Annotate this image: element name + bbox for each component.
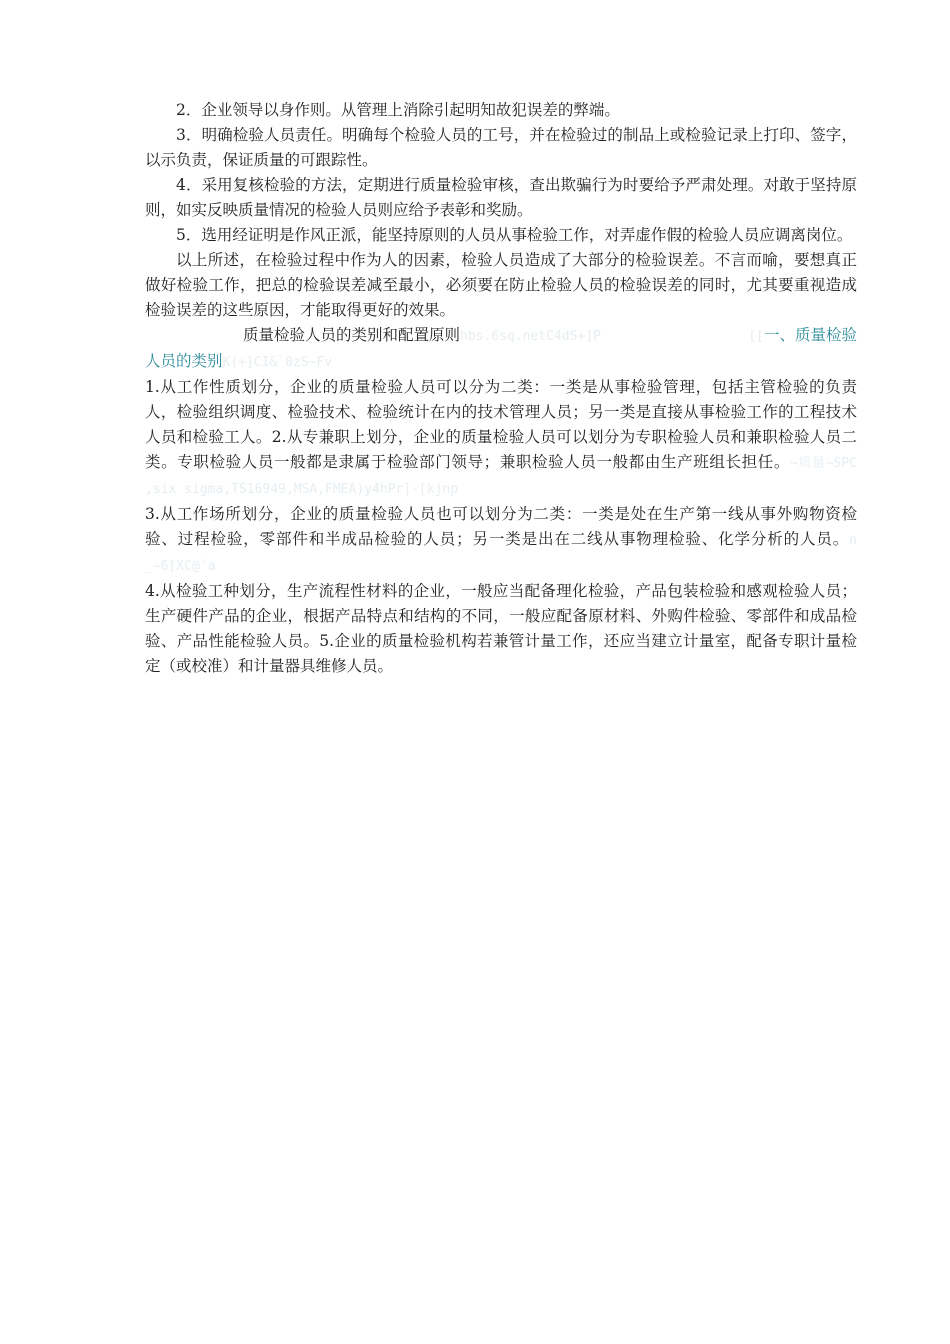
- paragraph-classification-4: [145, 579, 857, 679]
- subheading-right: [748, 323, 857, 349]
- section-title: 质量检验人员的类别和配置原则: [243, 326, 461, 344]
- paragraph-text: 3.从工作场所划分，企业的质量检验人员也可以划分为二类：一类是处在生产第一线从事外购物资检验、过程检验，零部件和半成品检验的人员；另一类是出在二线从事物理检验、化学分析的人员。: [145, 505, 857, 548]
- ghost-text-1: hbs.6sq.netC4dS+]P: [460, 329, 601, 344]
- ghost-text-4: ~质量~SPC ,six sigma,TS16949,MSA,FMEA)y4hPr]-[kjnp: [145, 456, 857, 497]
- ghost-text-5: n _~6[XC@`a: [145, 533, 857, 574]
- paragraph-text: 1.从工作性质划分，企业的质量检验人员可以分为二类：一类是从事检验管理，包括主管检验的负责人，检验组织调度、检验技术、检验统计在内的技术管理人员；另一类是直接从事检验工作的工程技术人员和检验工人。2.从专兼职上划分，企业的质量检验人员可以划分为专职检验人员和兼职检验人员二类。专职检验人员一般都是隶属于检验部门领导；兼职检验人员一般都由生产班组长担任。: [145, 378, 857, 471]
- document-page: [145, 98, 857, 679]
- paragraph-item-2: 2．企业领导以身作则。从管理上消除引起明知故犯误差的弊端。: [176, 101, 620, 119]
- subheading-part2: 人员的类别: [145, 352, 223, 370]
- paragraph-classification-1: [145, 375, 857, 502]
- paragraph-item-4: 4．采用复核检验的方法，定期进行质量检验审核，查出欺骗行为时要给予严肃处理。对敢于坚持原则，如实反映质量情况的检验人员则应给予表彰和奖励。: [145, 176, 857, 219]
- paragraph-classification-3: [145, 502, 857, 579]
- ghost-text-3: K(+]CI&`0zS~Fv: [222, 355, 333, 370]
- ghost-text-2: [[: [748, 329, 764, 344]
- paragraph-item-5: 5．选用经证明是作风正派，能坚持原则的人员从事检验工作，对弄虚作假的检验人员应调离岗位。: [176, 226, 853, 244]
- subheading-part1: 一、质量检验: [763, 326, 857, 344]
- section-heading-line: [145, 323, 857, 349]
- paragraph-item-3: 3．明确检验人员责任。明确每个检验人员的工号，并在检验过的制品上或检验记录上打印、签字，以示负责，保证质量的可跟踪性。: [145, 126, 857, 169]
- paragraph-summary: 以上所述，在检验过程中作为人的因素，检验人员造成了大部分的检验误差。不言而喻，要想真正做好检验工作，把总的检验误差减至最小，必须要在防止检验人员的检验误差的同时，尤其要重视造成检验误差的这些原因，才能取得更好的效果。: [145, 251, 857, 319]
- paragraph-text: 4.从检验工种划分，生产流程性材料的企业，一般应当配备理化检验，产品包装检验和感观检验人员；生产硬件产品的企业，根据产品特点和结构的不同，一般应配备原材料、外购件检验、零部件和成品检验、产品性能检验人员。5.企业的质量检验机构若兼管计量工作，还应当建立计量室，配备专职计量检定（或校准）和计量器具维修人员。: [145, 582, 857, 675]
- subheading-line: [145, 349, 857, 375]
